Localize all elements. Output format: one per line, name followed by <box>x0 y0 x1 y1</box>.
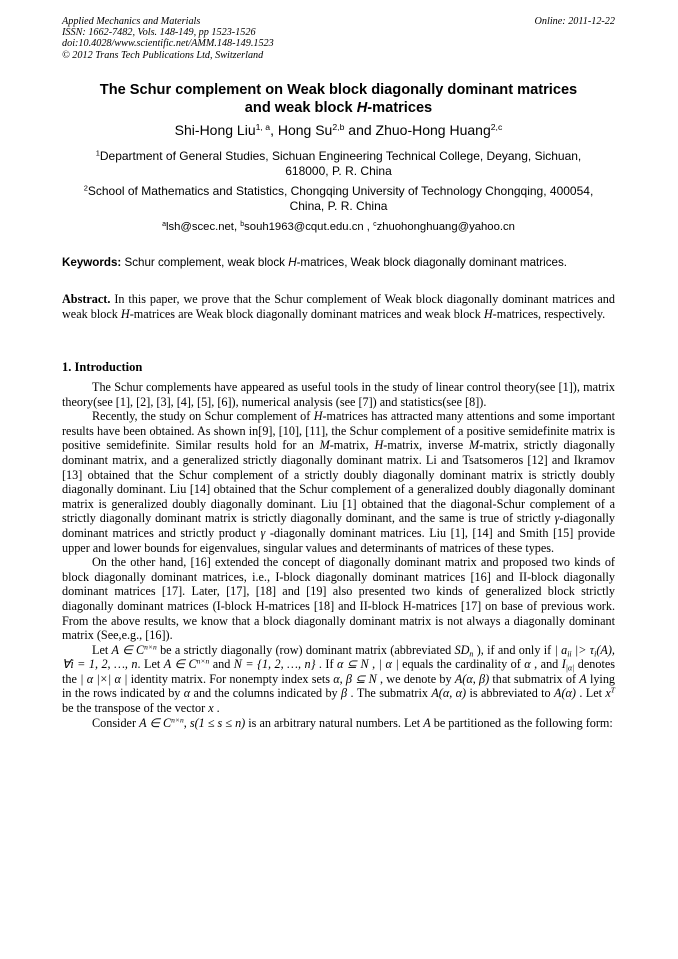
paragraph <box>62 643 615 716</box>
math-expression: | α | <box>378 657 399 672</box>
author-name: Shi-Hong Liu <box>174 122 256 138</box>
affiliation-mark: 2 <box>83 183 88 193</box>
email-address[interactable]: lsh@scec.net, <box>165 221 241 233</box>
math-sub: |α| <box>565 663 575 673</box>
doi-line: doi:10.4028/www.scientific.net/AMM.148-149.1523 <box>62 38 274 50</box>
abstract-text: -matrices are Weak block diagonally dominant matrices and weak block <box>129 306 484 321</box>
math-sub: i <box>594 649 597 659</box>
copyright-line: © 2012 Trans Tech Publications Ltd, Switzerland <box>62 49 264 61</box>
keywords-label: Keywords: <box>62 256 122 269</box>
abstract-label: Abstract. <box>62 292 111 306</box>
affiliation-text: School of Mathematics and Statistics, Chongqing University of Technology Chongqing, 400054, <box>87 184 594 198</box>
author-name: Zhuo-Hong Huang <box>375 122 491 138</box>
italic: A <box>423 715 431 730</box>
math-expression: A(α) <box>554 686 576 701</box>
text: -matrices has attracted many attentions and some important results have been obtained. As shown in[9], [10], [11], the Schur complement of a positive semidefinite matrix is positive semidefinite. Similar results hold for an <box>62 409 615 453</box>
text: is an arbitrary natural numbers. Let <box>245 715 424 730</box>
author-name: Hong Su <box>277 122 333 138</box>
email-address[interactable]: souh1963@cqut.edu.cn , <box>244 221 374 233</box>
math-expression <box>562 657 575 671</box>
issn-line: ISSN: 1662-7482, Vols. 148-149, pp 1523-1526 <box>62 27 256 39</box>
text: lying in the rows indicated by <box>62 671 616 701</box>
affiliation-mark: 1 <box>95 148 100 158</box>
math-sup: n×n <box>144 642 157 652</box>
text: and <box>209 657 234 672</box>
italic: M <box>469 438 480 453</box>
math-expression: α ⊆ N <box>337 657 369 672</box>
author-separator: , <box>270 122 278 138</box>
keywords <box>62 255 615 270</box>
affiliation-1 <box>62 149 615 179</box>
math-expression: | α |×| α | <box>80 671 128 686</box>
math-expression: α, β ⊆ N <box>333 671 377 686</box>
text: . Let <box>575 686 606 701</box>
italic: H <box>374 438 384 453</box>
text: equals the cardinality of <box>398 657 525 672</box>
math-text: |> τ <box>571 642 595 657</box>
abstract-text: In this paper, we prove that the Schur complement of Weak block diagonally dominant matrices and weak block <box>62 292 615 321</box>
math-expression: β <box>341 686 348 701</box>
math-sup: n×n <box>196 656 210 666</box>
math-text: | a <box>554 642 568 657</box>
math-expression <box>112 643 157 657</box>
text: Recently, the study on Schur complement of <box>92 409 314 424</box>
online-date: Online: 2011-12-22 <box>534 16 615 27</box>
paragraph <box>62 716 615 731</box>
paragraph: On the other hand, [16] extended the concept of diagonally dominant matrix and proposed two kinds of block diagonally dominant matrices, i.e., I-block diagonally dominant matrices [16] and II-block diagonally dominant matrices [17]. Later, [17], [18] and [19] also presented two kinds of generalized block strictly diagonally dominant matrices (I-block H-matrices [18] and II-block H-matrices [17] on base of previous work. From the above results, we know that a block diagonally dominant matrix is not always a diagonally dominant matrix (See,e.g., [16]). <box>62 555 615 643</box>
math-sup: n×n <box>171 715 184 725</box>
introduction-body <box>62 380 615 730</box>
abstract-italic: H <box>120 306 130 321</box>
affiliation-line <box>62 184 615 199</box>
math-expression <box>455 643 474 657</box>
text: denotes the <box>62 657 615 686</box>
journal-header <box>62 16 615 61</box>
math-expression: s(1 ≤ s ≤ n) <box>189 715 246 730</box>
email-mark: c <box>373 220 377 228</box>
affiliation-text: 618000, P. R. China <box>285 164 392 178</box>
affiliation-line <box>62 149 615 164</box>
text: , <box>183 715 190 730</box>
text: be the transpose of the vector <box>62 701 209 716</box>
text: -matrix, <box>329 438 375 453</box>
text: -diagonally dominant matrices. Liu [1], [14] and Smith [15] provide upper and lower bounds for eigenvalues, singular values and determinants of matrices of these types. <box>62 525 615 555</box>
math-expression <box>605 686 615 700</box>
math-expression: α <box>183 686 191 701</box>
text: -matrix, strictly diagonally dominant matrix, and a generalized strictly diagonally dominant matrix. Li and Tsatsomeros [12] and Ikramov [13] obtained that the Schur complement of a strictly doubly diagonally dominant matrix is strictly doubly diagonally dominant. Liu [14] obtained that the Schur complement of a generalized doubly diagonally dominant matrix is generalized doubly diagonally dominant. Liu [1] obtained that the diagonal-Schur complement of a strictly diagonally dominant matrix is strictly diagonally dominant, and the same is true of strictly <box>62 438 616 526</box>
text: , we denote by <box>376 671 455 686</box>
text: and the columns indicated by <box>190 686 342 701</box>
math-expression <box>164 657 210 671</box>
affiliation-text: China, P. R. China <box>289 199 388 213</box>
text: ), if and only if <box>473 642 555 657</box>
math-text: I <box>561 657 566 672</box>
author-emails <box>62 220 615 235</box>
italic: H <box>313 409 323 424</box>
text: that submatrix of <box>489 671 580 686</box>
math-text: (A), ∀i = 1, 2, …, n <box>62 642 615 672</box>
math-text: SD <box>454 642 470 657</box>
author-affiliation-mark: 1, a <box>255 121 271 132</box>
author-list <box>62 121 615 139</box>
affiliation-text: Department of General Studies, Sichuan Engineering Technical College, Deyang, Sichuan, <box>99 149 582 163</box>
paragraph <box>62 409 615 555</box>
math-text: x <box>605 686 611 701</box>
title-line-2 <box>62 100 615 118</box>
math-symbol: γ <box>260 525 266 540</box>
math-sub: ii <box>567 649 572 659</box>
title-text: and weak block <box>244 99 357 116</box>
title-italic: H <box>356 99 368 116</box>
math-expression <box>139 716 184 730</box>
math-expression: A(α, α) <box>431 686 467 701</box>
math-sub: n <box>469 649 474 659</box>
text: -matrix, inverse <box>383 438 470 453</box>
math-text: A ∈ C <box>111 642 145 657</box>
paper-title <box>62 82 615 117</box>
text: be partitioned as the following form: <box>430 715 613 730</box>
math-expression: A(α, β) <box>454 671 490 686</box>
author-separator: and <box>344 122 376 138</box>
keywords-text: Schur complement, weak block <box>121 256 289 269</box>
text: , and <box>530 657 562 672</box>
math-text: A ∈ C <box>163 657 197 672</box>
paragraph: The Schur complements have appeared as useful tools in the study of linear control theory(see [1]), matrix theory(see [1], [2], [3], [4], [5], [6]), numerical analysis (see [7]) and statistics(see [8]). <box>62 380 615 409</box>
affiliation-2 <box>62 184 615 214</box>
title-line-1: The Schur complement on Weak block diagonally dominant matrices <box>99 82 578 98</box>
text: . <box>213 701 220 716</box>
text: Consider <box>92 715 140 730</box>
journal-name: Applied Mechanics and Materials <box>62 16 201 27</box>
math-symbol: γ <box>554 511 560 526</box>
math-text: A ∈ C <box>139 715 172 730</box>
text: Let <box>92 642 112 657</box>
author-affiliation-mark: 2,c <box>490 121 503 132</box>
text: . Let <box>137 657 164 672</box>
abstract-italic: H <box>483 306 493 321</box>
text: , <box>368 657 379 672</box>
math-expression: α <box>524 657 531 672</box>
italic: M <box>319 438 330 453</box>
section-heading: 1. Introduction <box>62 360 143 374</box>
text: be a strictly diagonally (row) dominant matrix (abbreviated <box>156 642 455 657</box>
email-address[interactable]: zhuohonghuang@yahoo.cn <box>376 221 515 233</box>
text: is abbreviated to <box>466 686 555 701</box>
math-expression: x <box>208 701 214 716</box>
abstract <box>62 292 615 321</box>
math-expression: A <box>579 671 587 686</box>
text: . If <box>315 657 338 672</box>
title-text: -matrices <box>367 99 433 116</box>
math-expression: N = {1, 2, …, n} <box>233 657 316 672</box>
email-mark: a <box>162 220 166 228</box>
text: -diagonally dominant matrices and strictly product <box>62 511 615 540</box>
email-mark: b <box>240 220 245 228</box>
math-sup: T <box>610 685 615 695</box>
text: identity matrix. For nonempty index sets <box>127 671 334 686</box>
keywords-italic: H <box>288 256 297 269</box>
author-affiliation-mark: 2,b <box>332 121 345 132</box>
text: . The submatrix <box>347 686 432 701</box>
keywords-text: -matrices, Weak block diagonally dominant matrices. <box>296 256 567 269</box>
abstract-text: -matrices, respectively. <box>492 306 606 321</box>
